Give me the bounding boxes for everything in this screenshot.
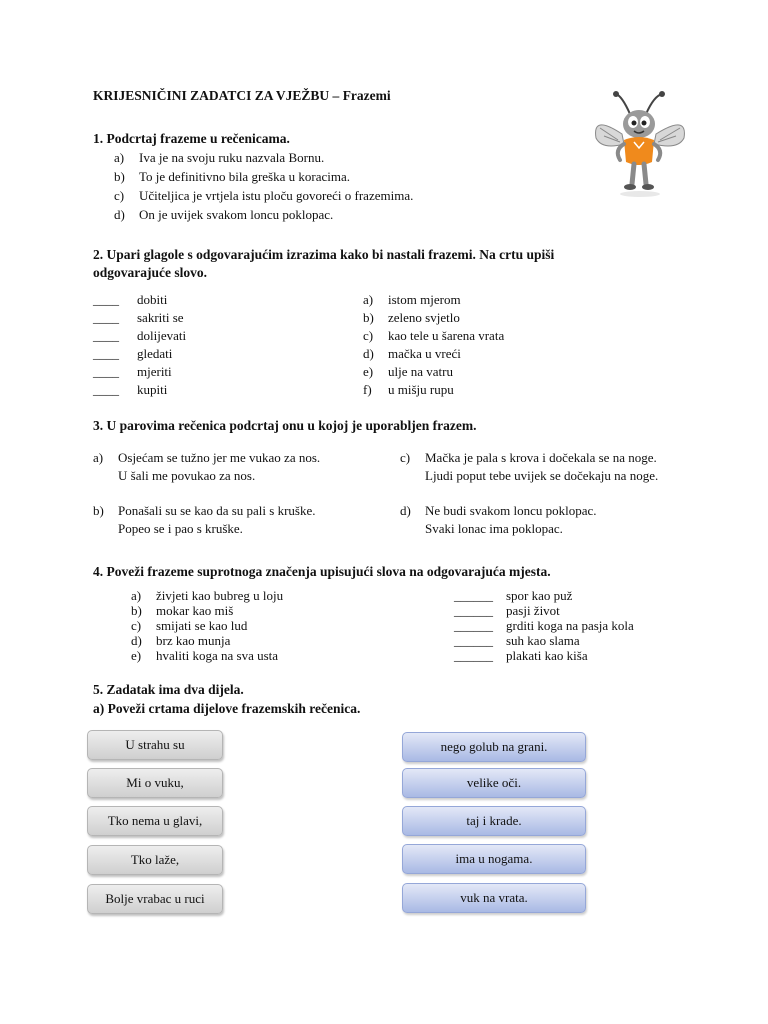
phrase-text: grditi koga na pasja kola — [506, 618, 634, 633]
match-left-4[interactable]: Tko laže, — [87, 845, 223, 875]
list-item — [114, 168, 413, 186]
answer-blank[interactable]: ____ — [93, 292, 119, 307]
task5-heading: 5. Zadatak ima dva dijela. — [93, 682, 244, 697]
list-item — [363, 327, 504, 345]
task2-phrases — [363, 291, 504, 399]
verb-text: gledati — [137, 346, 173, 361]
item-mark: b) — [93, 503, 104, 518]
phrase-text: živjeti kao bubreg u loju — [156, 588, 284, 603]
list-item — [454, 648, 634, 663]
task1-list — [114, 149, 413, 224]
list-item — [131, 603, 283, 618]
list-item — [363, 345, 504, 363]
list-item — [454, 633, 634, 648]
item-mark: a) — [93, 450, 104, 465]
task3-pair-d — [400, 502, 597, 538]
verb-text: mjeriti — [137, 364, 172, 379]
match-left-1[interactable]: U strahu su — [87, 730, 223, 760]
phrase-text: kao tele u šarena vrata — [388, 328, 505, 343]
answer-blank[interactable]: ______ — [454, 648, 493, 663]
task1-heading: 1. Podcrtaj frazeme u rečenicama. — [93, 131, 290, 146]
list-item — [114, 187, 413, 205]
phrase-text: mokar kao miš — [156, 603, 234, 618]
answer-blank[interactable]: ______ — [454, 633, 493, 648]
list-item — [454, 588, 634, 603]
list-item — [93, 291, 186, 309]
match-right-3[interactable]: taj i krade. — [402, 806, 586, 836]
phrase-text: ulje na vatru — [388, 364, 453, 379]
verb-text: dolijevati — [137, 328, 187, 343]
item-mark: c) — [363, 328, 374, 343]
task3-pair-a — [93, 449, 320, 485]
item-mark: b) — [363, 310, 374, 325]
title-main: KRIJESNIČINI ZADATCI ZA VJEŽBU – — [93, 88, 343, 103]
page-title — [93, 88, 391, 104]
match-right-1[interactable]: nego golub na grani. — [402, 732, 586, 762]
firefly-mascot-icon — [582, 84, 697, 199]
answer-blank[interactable]: ______ — [454, 588, 493, 603]
list-item — [93, 363, 186, 381]
phrase-text: brz kao munja — [156, 633, 231, 648]
list-item — [114, 206, 413, 224]
phrase-text: istom mjerom — [388, 292, 461, 307]
list-item — [131, 588, 283, 603]
item-mark: a) — [131, 588, 142, 603]
list-item — [363, 381, 504, 399]
task5-subheading: a) Poveži crtama dijelove frazemskih rečenica. — [93, 701, 361, 716]
phrase-text: spor kao puž — [506, 588, 573, 603]
answer-blank[interactable]: ______ — [454, 618, 493, 633]
item-text: Iva je na svoju ruku nazvala Bornu. — [139, 150, 325, 165]
sentence-1: Osjećam se tužno jer me vukao za nos. — [118, 450, 321, 465]
item-mark: b) — [131, 603, 142, 618]
answer-blank[interactable]: ____ — [93, 328, 119, 343]
sentence-2: Popeo se i pao s kruške. — [118, 521, 243, 536]
phrase-text: plakati kao kiša — [506, 648, 588, 663]
task3-pair-b — [93, 502, 316, 538]
answer-blank[interactable]: ______ — [454, 603, 493, 618]
match-left-5[interactable]: Bolje vrabac u ruci — [87, 884, 223, 914]
list-item — [93, 345, 186, 363]
list-item — [93, 309, 186, 327]
verb-text: sakriti se — [137, 310, 184, 325]
item-text: On je uvijek svakom loncu poklopac. — [139, 207, 334, 222]
task3-pair-c — [400, 449, 658, 485]
task4-heading: 4. Poveži frazeme suprotnoga značenja upisujući slova na odgovarajuća mjesta. — [93, 564, 551, 579]
item-mark: d) — [114, 207, 125, 222]
item-mark: c) — [400, 450, 411, 465]
verb-text: dobiti — [137, 292, 168, 307]
verb-text: kupiti — [137, 382, 168, 397]
item-mark: c) — [131, 618, 142, 633]
list-item — [454, 618, 634, 633]
list-item — [131, 618, 283, 633]
match-left-2[interactable]: Mi o vuku, — [87, 768, 223, 798]
item-mark: d) — [400, 503, 411, 518]
task4-left-list — [131, 588, 283, 663]
item-mark: e) — [363, 364, 374, 379]
list-item — [93, 327, 186, 345]
task3-heading: 3. U parovima rečenica podcrtaj onu u kojoj je uporabljen frazem. — [93, 418, 477, 433]
item-mark: a) — [363, 292, 374, 307]
item-mark: d) — [363, 346, 374, 361]
phrase-text: pasji život — [506, 603, 560, 618]
list-item — [131, 633, 283, 648]
answer-blank[interactable]: ____ — [93, 346, 119, 361]
list-item — [454, 603, 634, 618]
answer-blank[interactable]: ____ — [93, 364, 119, 379]
match-right-5[interactable]: vuk na vrata. — [402, 883, 586, 913]
sentence-1: Ne budi svakom loncu poklopac. — [425, 503, 597, 518]
item-text: Učiteljica je vrtjela istu ploču govoreći o frazemima. — [139, 188, 414, 203]
phrase-text: zeleno svjetlo — [388, 310, 460, 325]
sentence-1: Mačka je pala s krova i dočekala se na noge. — [425, 450, 657, 465]
item-mark: a) — [114, 150, 125, 165]
list-item — [363, 309, 504, 327]
phrase-text: mačka u vreći — [388, 346, 461, 361]
match-right-4[interactable]: ima u nogama. — [402, 844, 586, 874]
sentence-1: Ponašali su se kao da su pali s kruške. — [118, 503, 316, 518]
sentence-2: Ljudi poput tebe uvijek se dočekaju na noge. — [425, 468, 659, 483]
list-item — [363, 363, 504, 381]
sentence-2: U šali me povukao za nos. — [118, 468, 256, 483]
answer-blank[interactable]: ____ — [93, 310, 119, 325]
item-mark: e) — [131, 648, 142, 663]
item-mark: c) — [114, 188, 125, 203]
phrase-text: suh kao slama — [506, 633, 580, 648]
phrase-text: u mišju rupu — [388, 382, 454, 397]
list-item — [93, 381, 186, 399]
phrase-text: smijati se kao lud — [156, 618, 248, 633]
item-mark: d) — [131, 633, 142, 648]
phrase-text: hvaliti koga na sva usta — [156, 648, 279, 663]
match-right-2[interactable]: velike oči. — [402, 768, 586, 798]
item-mark: f) — [363, 382, 372, 397]
task4-right-list — [454, 588, 634, 663]
item-text: To je definitivno bila greška u koracima. — [139, 169, 350, 184]
answer-blank[interactable]: ____ — [93, 382, 119, 397]
list-item — [131, 648, 283, 663]
task2-verbs — [93, 291, 186, 399]
task2-heading-line1: 2. Upari glagole s odgovarajućim izrazima kako bi nastali frazemi. Na crtu upiši — [93, 247, 555, 262]
task2-heading-line2: odgovarajuće slovo. — [93, 265, 207, 280]
item-mark: b) — [114, 169, 125, 184]
match-left-3[interactable]: Tko nema u glavi, — [87, 806, 223, 836]
title-topic: Frazemi — [342, 88, 391, 103]
list-item — [363, 291, 504, 309]
sentence-2: Svaki lonac ima poklopac. — [425, 521, 563, 536]
list-item — [114, 149, 413, 167]
